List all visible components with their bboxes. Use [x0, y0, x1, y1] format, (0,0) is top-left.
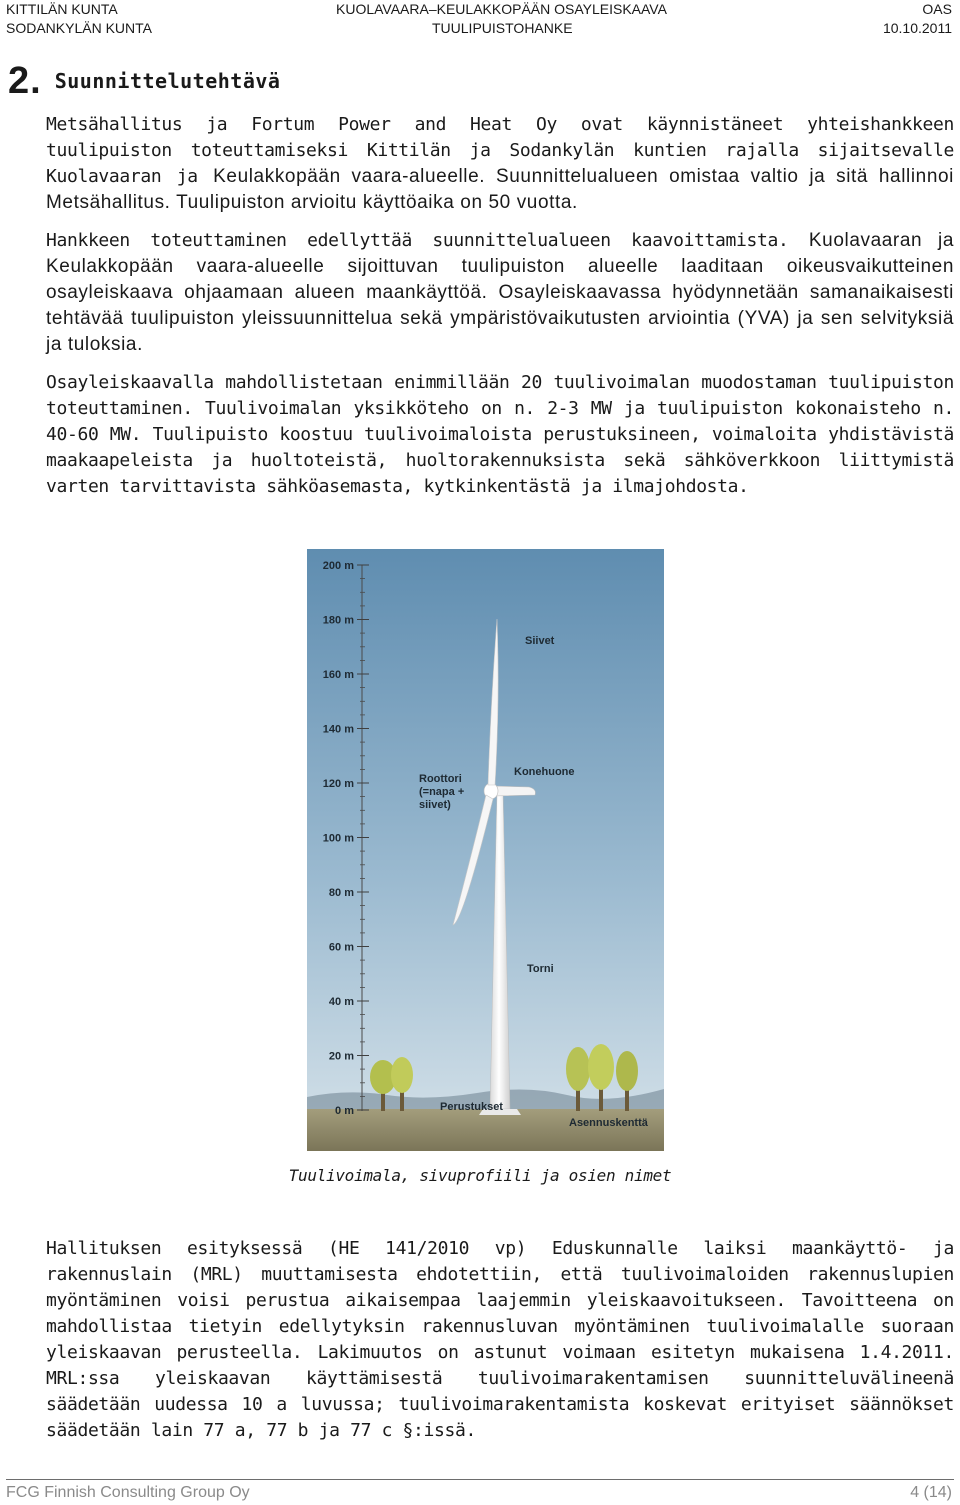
wind-turbine-illustration [307, 549, 664, 1151]
paragraph-2-mono: Hankkeen toteuttaminen edellyttää suunnittelualueen kaavoittamista. [46, 230, 809, 251]
label-roottori-line2: (=napa + [419, 786, 465, 798]
scale-label: 100 m [322, 832, 354, 845]
paragraph-1-prop: Keulakkopään vaara-alueelle. Suunnittelualueen omistaa valtio ja sitä hallinnoi Metsähallitus. Tuulipuiston arvioitu käyttöaika on 50 vuotta. [46, 166, 954, 213]
scale-label: 40 m [328, 996, 354, 1008]
scale-label: 200 m [322, 560, 354, 572]
header-project [336, 0, 756, 38]
scale-label: 160 m [322, 669, 354, 681]
ground [307, 1109, 664, 1151]
paragraph-3 [46, 370, 954, 500]
section-heading [8, 58, 280, 104]
section-number: 2 [8, 59, 30, 102]
header-center-line1: KUOLAVAARA–KEULAKKOPÄÄN OSAYLEISKAAVA [336, 1, 667, 17]
paragraph-2-prop: Kuolavaaran ja Keulakkopään vaara-alueelle sijoittuvan tuulipuiston alueelle laaditaan oikeusvaikutteinen osayleiskaava ohjaamaan alueen maankäyttöä. Osayleiskaavassa hyödynnetään samanaikaisesti tehtävää tuulipuiston yleissuunnittelua sekä ympäristövaikutusten arviointia (YVA) ja sen selvityksiä ja tuloksia. [46, 230, 954, 355]
scale-label: 120 m [322, 778, 354, 790]
header-doc-info [883, 0, 952, 38]
paragraph-2 [46, 228, 954, 358]
trees-right [566, 1044, 638, 1111]
label-roottori-line3: siivet) [419, 799, 451, 811]
label-roottori: Roottori [419, 773, 462, 785]
paragraph-1-mono: Metsähallitus ja Fortum Power and Heat Oy ovat käynnistäneet yhteishankkeen tuulipuiston toteuttamiseksi Kittilän ja Sodankylän kuntien rajalla sijaitsevalle Kuolavaaran ja [46, 114, 954, 187]
header-left-line1: KITTILÄN KUNTA [6, 1, 118, 17]
header-left-line2: SODANKYLÄN KUNTA [6, 20, 152, 36]
label-torni: Torni [527, 963, 554, 975]
footer-page-number: 4 (14) [910, 1484, 952, 1501]
label-siivet: Siivet [525, 635, 555, 647]
header-right-line2: 10.10.2011 [882, 20, 952, 36]
label-asennuskentta: Asennuskenttä [569, 1117, 648, 1129]
paragraph-4-text: Hallituksen esityksessä (HE 141/2010 vp) Eduskunnalle laiksi maankäyttö- ja rakennuslain (MRL) muuttamisesta ehdotettiin, että tuulivoimaloiden rakennuslupien myöntäminen voisi perustua aikaisempaa laajemmin yleiskaavoitukseen. Tavoitteena on mahdollistaa tietyin edellytyksin rakennusluvan myöntäminen tuulivoimalalle suoraan yleiskaavan perusteella. Lakimuutos on astunut voimaan esitetyn mukaisena 1.4.2011. MRL:ssa yleiskaavan käyttämisestä tuulivoimarakentamisen suunnitteluvälineenä säädetään uudessa 10 a luvussa; tuulivoimarakentamista koskevat erityiset säännökset säädetään lain 77 a, 77 b ja 77 c §:issä. [46, 1238, 954, 1441]
header-municipalities [6, 0, 152, 38]
scale-label: 180 m [322, 614, 354, 627]
figure-caption: Tuulivoimala, sivuprofiili ja osien nimet [288, 1166, 672, 1185]
scale-label: 140 m [322, 723, 354, 736]
footer-divider [6, 1479, 954, 1480]
scale-label: 0 m [335, 1105, 354, 1117]
section-number-dot: . [30, 59, 41, 102]
scale-label: 80 m [328, 887, 354, 899]
turbine-nacelle [493, 786, 535, 796]
wind-turbine-figure [307, 549, 664, 1151]
label-konehuone: Konehuone [514, 766, 575, 778]
paragraph-4 [46, 1236, 954, 1444]
paragraph-1 [46, 112, 954, 216]
scale-label: 20 m [328, 1050, 354, 1063]
scale-label: 60 m [328, 941, 354, 954]
section-title: Suunnittelutehtävä [54, 69, 281, 93]
label-perustukset: Perustukset [440, 1101, 503, 1113]
paragraph-3-text: Osayleiskaavalla mahdollistetaan enimmillään 20 tuulivoimalan muodostaman tuulipuiston toteuttaminen. Tuulivoimalan yksikköteho on n. 2-3 MW ja tuulipuiston kokonaisteho n. 40-60 MW. Tuulipuisto koostuu tuulivoimaloista perustuksineen, voimaloita yhdistävistä maakaapeleista ja huoltoteistä, huoltorakennuksista sekä sähköverkkoon liittymistä varten tarvittavista sähköasemasta, kytkinkentästä ja ilmajohdosta. [46, 372, 954, 497]
footer-company: FCG Finnish Consulting Group Oy [6, 1484, 250, 1501]
header-center-line2: TUULIPUISTOHANKE [432, 20, 573, 36]
header-right-line1: OAS [922, 1, 952, 17]
